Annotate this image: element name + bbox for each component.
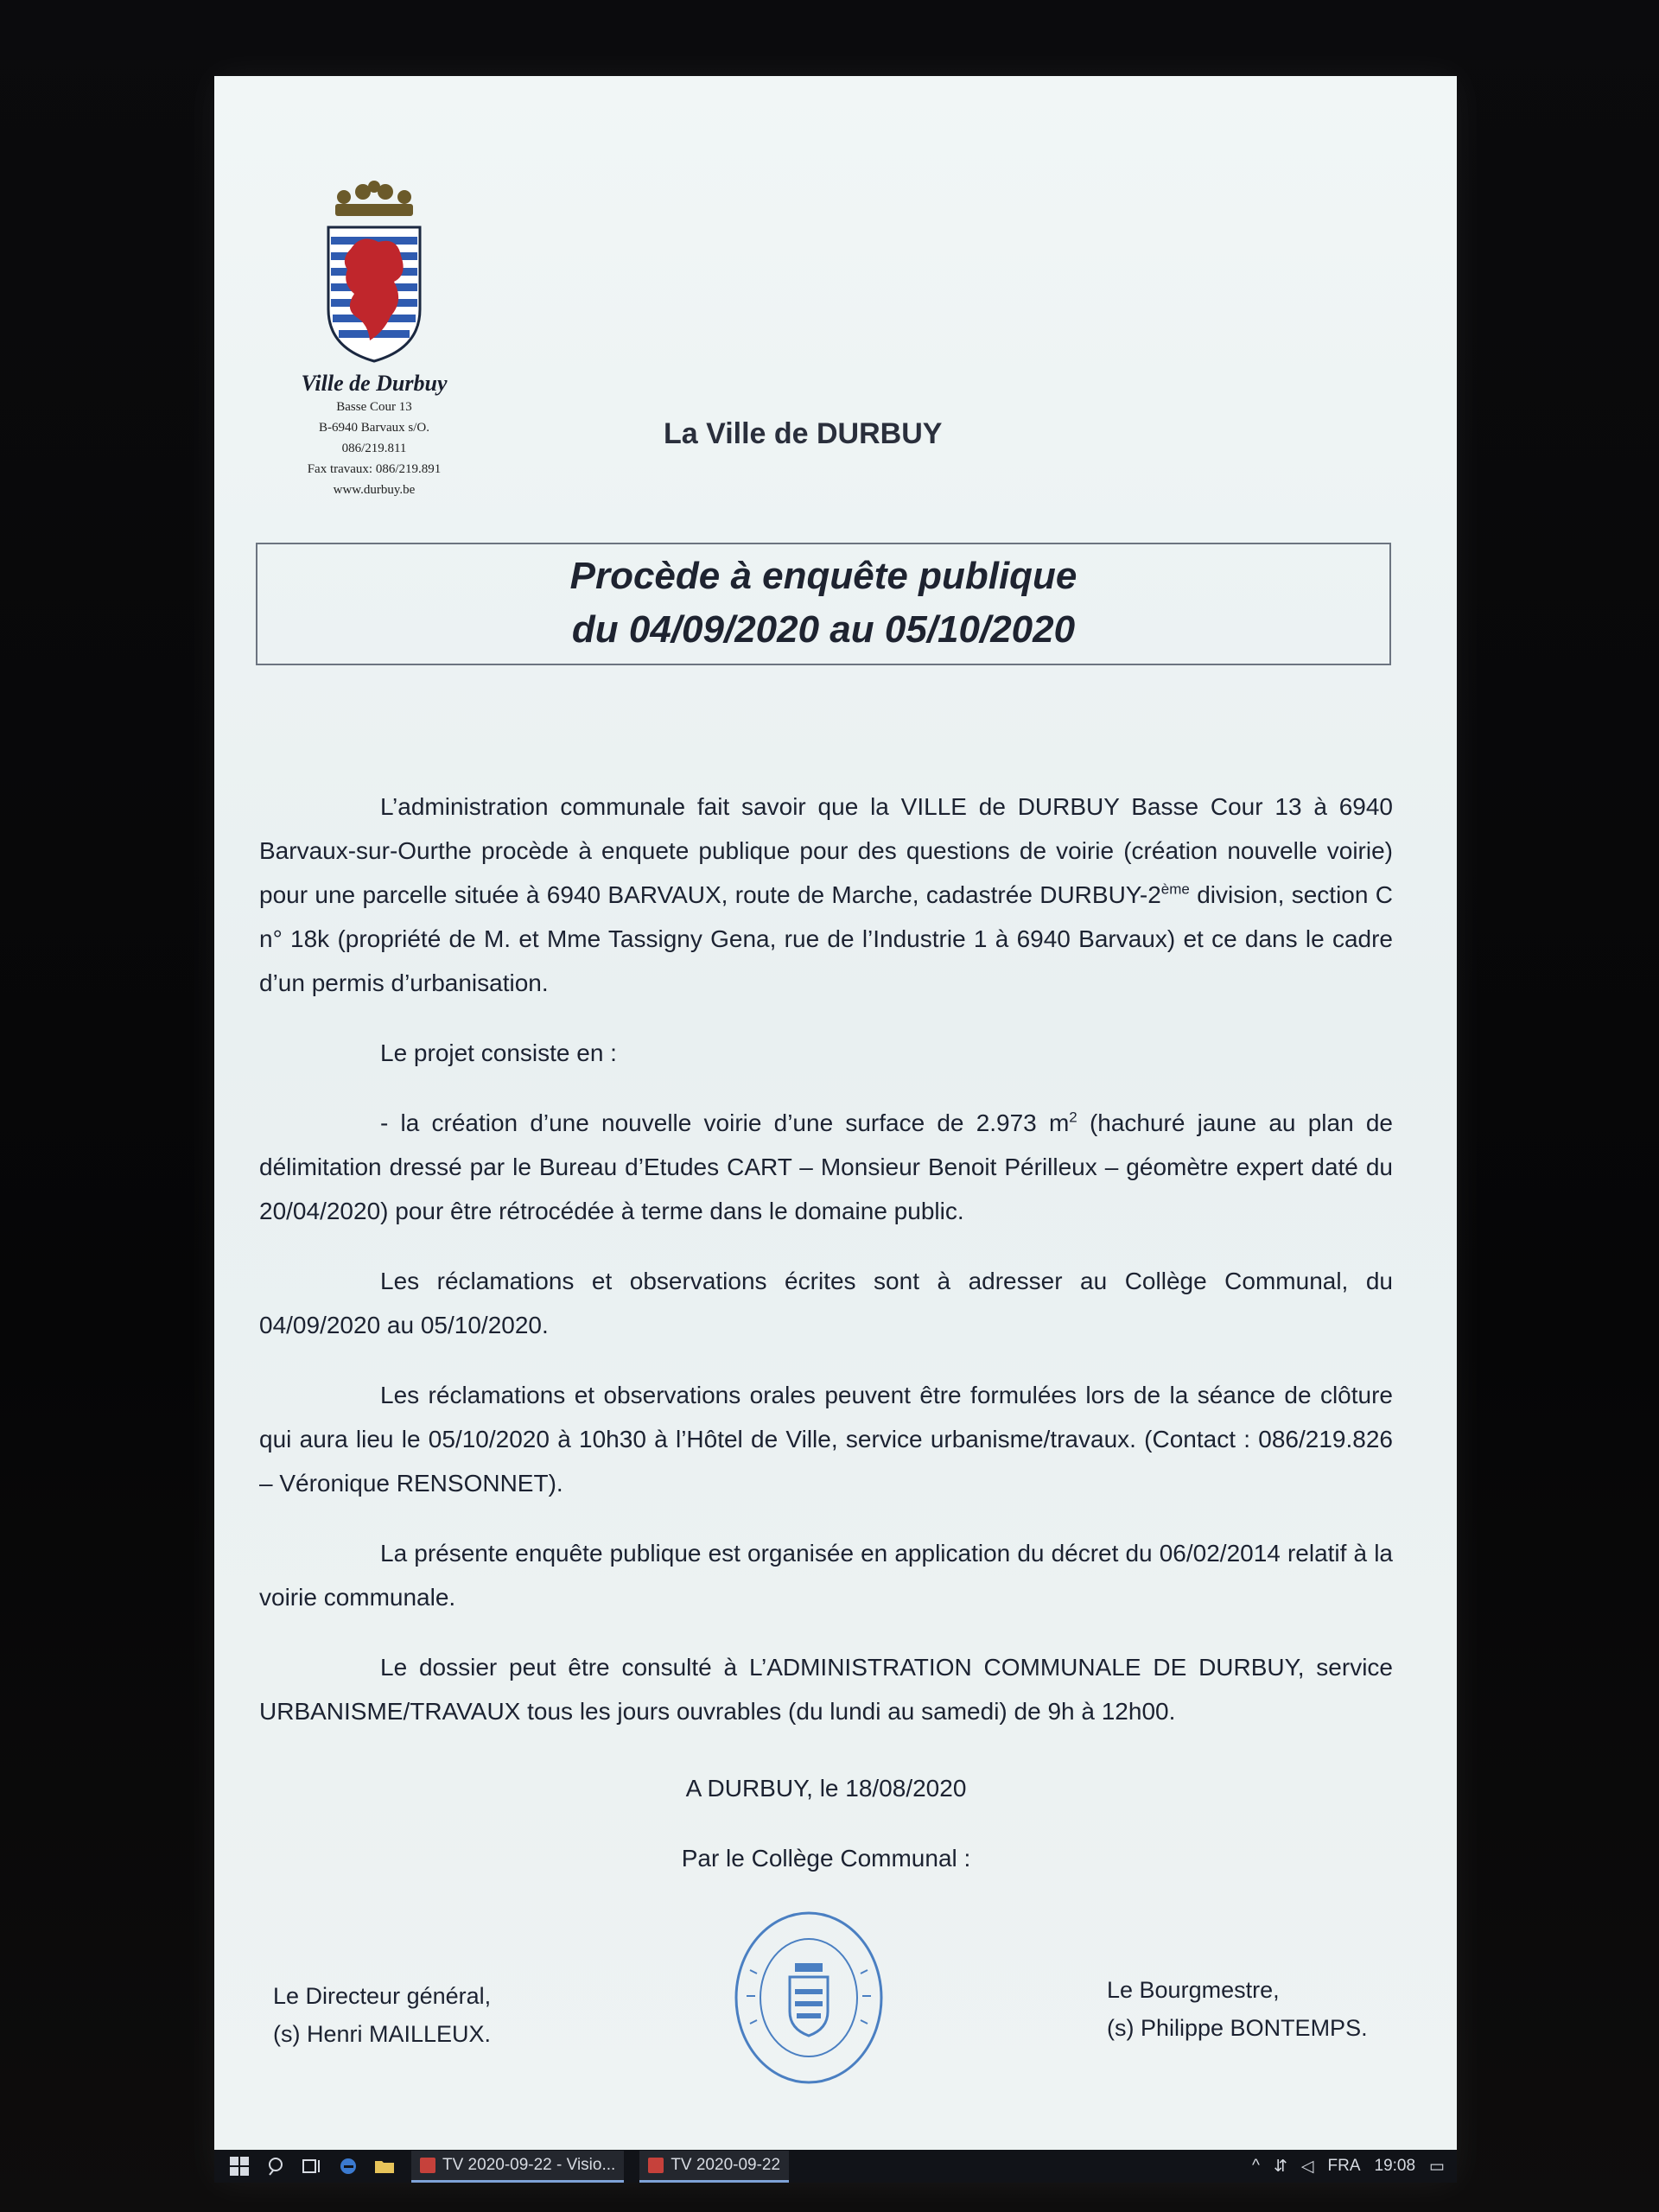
paragraph-intro-text: L’administration communale fait savoir que la VILLE de DURBUY Basse Cour 13 à 6940 Barvaux-sur-Ourthe procède à enquete publique pour des questions de voirie (création nouvelle voirie) pour une parcelle située à 6940 BARVAUX, route de Marche, cadastrée DURBUY-2 [259,793,1393,908]
city-name: Ville de Durbuy [301,371,448,396]
signature-mayor [1107,1971,1368,2047]
signature-director [273,1977,491,2053]
date-line: A DURBUY, le 18/08/2020 [685,1775,967,1802]
volume-icon[interactable]: ◁ [1300,2157,1314,2176]
mayor-role: Le Bourgmestre, [1107,1977,1280,2003]
paragraph-intro-text-cont: division, section C n° 18k (propriété de M. et Mme Tassigny Gena, rue de l’Industrie 1 à 6940 Barvaux) et ce dans le cadre d’un permis d’urbanisation. [259,881,1393,996]
address-phone: 086/219.811 [341,442,407,455]
taskbar-item-tv[interactable] [639,2151,789,2183]
paragraph-creation-text-cont: (hachuré jaune au plan de délimitation dressé par le Bureau d’Etudes CART – Monsieur Benoit Périlleux – géomètre expert daté du 20/04/2020) pour être rétrocédée à terme dans le domaine public. [259,1109,1393,1224]
address-fax: Fax travaux: 086/219.891 [307,462,442,476]
taskbar-item-tv-label: TV 2020-09-22 [671,2155,781,2174]
paragraph-intro [259,785,1393,1005]
paragraph-written-claims: Les réclamations et observations écrites sont à adresser au Collège Communal, du 04/09/2020 au 05/10/2020. [259,1268,1393,1338]
taskbar-item-visio[interactable] [411,2151,624,2183]
taskbar-item-visio-label: TV 2020-09-22 - Visio... [442,2155,616,2174]
clock[interactable]: 19:08 [1374,2157,1416,2175]
task-view-icon[interactable] [301,2156,323,2177]
search-icon[interactable] [264,2156,287,2177]
chevron-up-icon[interactable]: ^ [1252,2157,1260,2175]
title-line-1: Procède à enquête publique [569,555,1077,597]
paragraph-decree: La présente enquête publique est organisée en application du décret du 06/02/2014 relatif à la voirie communale. [259,1540,1393,1611]
address-street: Basse Cour 13 [336,400,412,414]
paragraph-project: Le projet consiste en : [380,1039,617,1066]
system-tray [1238,2157,1445,2177]
official-stamp-icon [731,1910,887,2087]
notice-body [259,785,1393,1880]
college-line: Par le Collège Communal : [681,1845,971,1872]
superscript-division: ème [1160,880,1190,898]
director-role: Le Directeur général, [273,1983,492,2009]
title-line-2: du 04/09/2020 au 05/10/2020 [571,608,1076,651]
windows-taskbar [214,2150,1457,2183]
address-postal: B-6940 Barvaux s/O. [319,421,429,435]
mayor-name: (s) Philippe BONTEMPS. [1107,2015,1368,2041]
monitor-screen [214,76,1457,2183]
document-heading: La Ville de DURBUY [664,417,943,450]
file-explorer-icon[interactable] [373,2156,396,2177]
public-notice-document [214,76,1457,2150]
edge-browser-icon[interactable] [337,2156,359,2177]
paragraph-creation-text: - la création d’une nouvelle voirie d’une surface de 2.973 m [380,1109,1070,1136]
paragraph-consultation: Le dossier peut être consulté à L’ADMINISTRATION COMMUNALE DE DURBUY, service URBANISME/TRAVAUX tous les jours ouvrables (du lundi au samedi) de 9h à 12h00. [259,1654,1393,1725]
network-icon[interactable]: ⇵ [1273,2157,1287,2176]
durbuy-coat-of-arms-icon [318,180,430,365]
city-logo-block [288,180,461,500]
paragraph-creation [259,1101,1393,1233]
address-website: www.durbuy.be [333,483,416,497]
superscript-m2: 2 [1069,1109,1077,1126]
language-indicator[interactable]: FRA [1327,2157,1361,2175]
pdf-app-icon [420,2158,435,2173]
paragraph-oral-claims: Les réclamations et observations orales peuvent être formulées lors de la séance de clôture qui aura lieu le 05/10/2020 à 10h30 à l’Hôtel de Ville, service urbanisme/travaux. (Contact : 086/219.826 – Véronique RENSONNET). [259,1382,1393,1497]
director-name: (s) Henri MAILLEUX. [273,2021,492,2047]
pdf-app-icon [648,2158,664,2173]
windows-start-icon[interactable] [228,2156,251,2177]
notification-icon[interactable]: ▭ [1429,2157,1445,2176]
title-box [256,543,1391,665]
